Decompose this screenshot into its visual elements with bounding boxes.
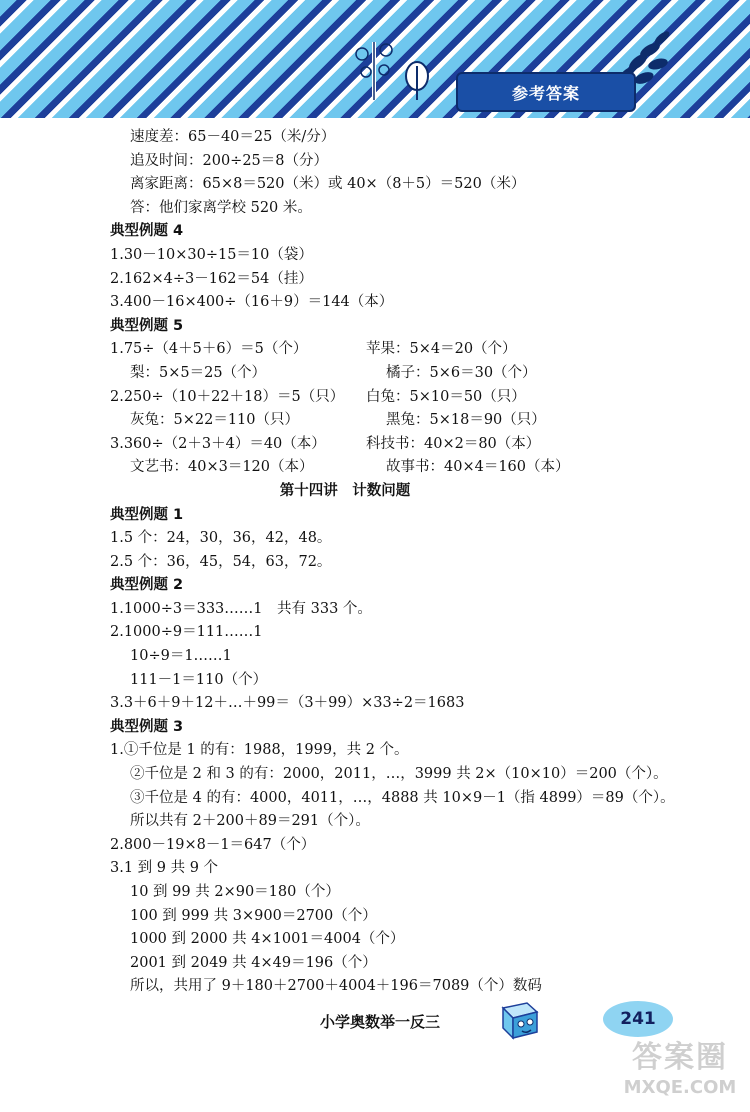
example-heading: 典型例题 5 [110,317,184,334]
answer-cell: 黑兔：5×18＝90（只） [386,412,546,429]
site-watermark [615,1040,745,1106]
answer-line: 1.5 个：24，30，36，42，48。 [110,530,332,547]
answer-cell: 科技书：40×2＝80（本） [366,435,541,452]
book-mascot-icon [497,1000,543,1042]
answer-line: 速度差：65－40＝25（米/分） [130,129,336,145]
answer-cell: 文艺书：40×3＝120（本） [130,459,314,476]
answer-cell: 白兔：5×10＝50（只） [366,388,526,405]
answer-cell: 1.75÷（4＋5＋6）＝5（个） [110,341,308,358]
answer-cell: 灰兔：5×22＝110（只） [130,412,300,429]
watermark-url: MXQE.COM [623,1077,737,1098]
answer-line: ③千位是 4 的有：4000，4011，…，4888 共 10×9－1（指 4899）＝89（个）。 [130,789,675,806]
answer-row [110,456,710,480]
example-heading: 典型例题 1 [110,506,184,523]
answer-line: 1.30－10×30÷15＝10（袋） [110,246,313,263]
example-heading: 典型例题 4 [110,223,184,240]
answer-line: 所以，共用了 9＋180＋2700＋4004＋196＝7089（个）数码 [130,978,542,995]
answer-line: 2001 到 2049 共 4×49＝196（个） [130,954,377,971]
page-header-banner [0,0,750,118]
answer-line: 111－1＝110（个） [130,671,268,688]
answer-cell: 故事书：40×4＝160（本） [386,459,570,476]
answer-line: 3.3＋6＋9＋12＋…＋99＝（3＋99）×33÷2＝1683 [110,695,465,712]
answer-line: 所以共有 2＋200＋89＝291（个）。 [130,813,370,830]
answer-line: 10÷9＝1……1 [130,648,232,665]
answer-key-tab: 参考答案 [456,72,636,112]
answer-row [110,433,710,457]
answer-line: 1.1000÷3＝333……1 共有 333 个。 [110,600,372,617]
answer-line: 2.1000÷9＝111……1 [110,624,263,641]
answer-line: 离家距离：65×8＝520（米）或 40×（8＋5）＝520（米） [130,176,526,193]
answer-line: 1000 到 2000 共 4×1001＝4004（个） [130,931,405,948]
answer-content [110,126,710,999]
example-heading: 典型例题 3 [110,718,184,735]
answer-line: 100 到 999 共 3×900＝2700（个） [130,907,377,924]
answer-line: 追及时间：200÷25＝8（分） [130,152,329,169]
page-number-badge: 241 [603,1001,673,1037]
example-heading: 典型例题 2 [110,577,184,594]
watermark-text: 答案圈 [632,1040,728,1075]
lecture-title: 第十四讲 计数问题 [279,482,411,499]
answer-cell: 橘子：5×6＝30（个） [386,364,537,381]
answer-line: 3.400－16×400÷（16＋9）＝144（本） [110,294,394,311]
answer-line: 2.800－19×8－1＝647（个） [110,836,316,853]
answer-line: 答：他们家离学校 520 米。 [130,199,312,216]
answer-cell: 苹果：5×4＝20（个） [366,341,517,358]
answer-row [110,409,710,433]
answer-cell: 3.360÷（2＋3＋4）＝40（本） [110,435,326,452]
answer-line: ②千位是 2 和 3 的有：2000，2011，…，3999 共 2×（10×10）＝200（个）。 [130,766,668,783]
answer-cell: 2.250÷（10＋22＋18）＝5（只） [110,388,345,405]
answer-row [110,338,710,362]
answer-line: 2.162×4÷3－162＝54（挂） [110,270,313,287]
answer-row [110,362,710,386]
answer-line: 1.①千位是 1 的有：1988，1999，共 2 个。 [110,742,409,759]
answer-line: 10 到 99 共 2×90＝180（个） [130,884,340,900]
book-title: 小学奥数举一反三 [320,1013,441,1031]
answer-line: 3.1 到 9 共 9 个 [110,860,219,877]
tree-icon [340,34,440,104]
answer-cell: 梨：5×5＝25（个） [130,364,267,381]
answer-line: 2.5 个：36，45，54，63，72。 [110,553,332,570]
answer-row [110,386,710,410]
